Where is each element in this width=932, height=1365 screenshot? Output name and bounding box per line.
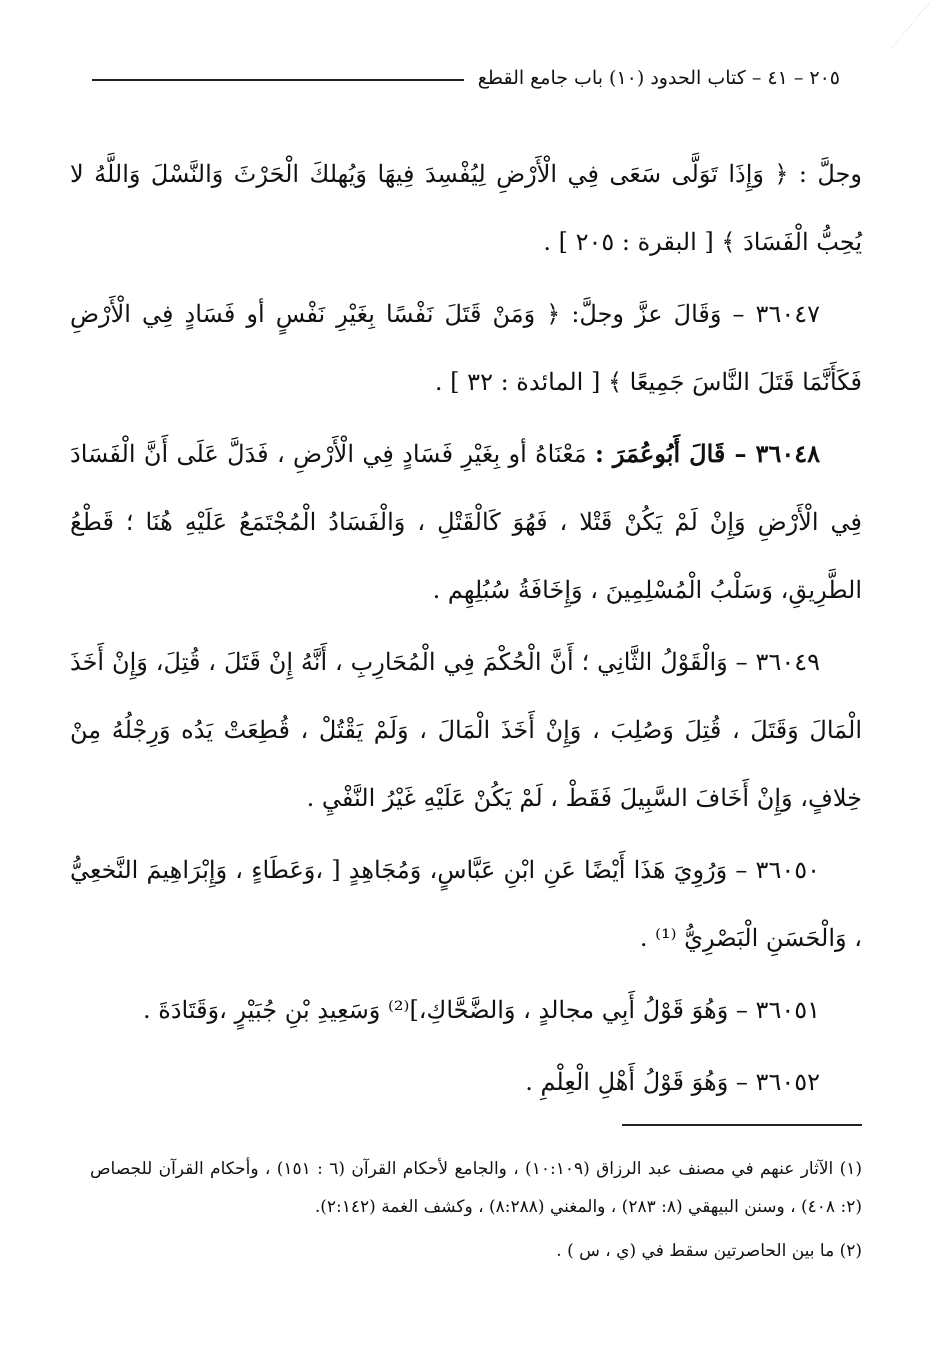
paragraph-36048-text: مَعْنَاهُ أو بِغَيْرِ فَسَادٍ فِي الْأَرْضِ ، فَدَلَّ عَلَى أَنَّ الْفَسَادَ فِي الْأَرْضِ وَإِنْ لَمْ يَكُنْ قَتْلا ، فَهُوَ كَالْقَتْلِ ، وَالْفَسَادُ الْمُجْتَمَعُ عَلَيْهِ هُنَا ؛ قَطْعُ الطَّرِيقِ، وَسَلْبُ الْمُسْلِمِينَ ، وَإِخَافَةُ سُبُلِهِم .: [70, 440, 862, 604]
footnotes: [90, 1150, 862, 1276]
footnote-2: (٢) ما بين الحاصرتين سقط في (ي ، س ) .: [556, 1241, 862, 1261]
corner-scan-mark: [852, 0, 932, 50]
running-header: [92, 60, 840, 96]
paragraph-36048: [70, 420, 862, 624]
footnote-rule: [622, 1124, 862, 1126]
paragraph-36047: ٣٦٠٤٧ – وَقَالَ عزَّ وجلَّ: ﴿ وَمَنْ قَتَلَ نَفْسًا بِغَيْرِ نَفْسٍ أو فَسَادٍ فِي الْأَرْضِ فَكَأَنَّمَا قَتَلَ النَّاسَ جَمِيعًا ﴾ [ المائدة : ٣٢ ] .: [70, 300, 862, 396]
header-title: ٢٠٥ – ٤١ – كتاب الحدود (١٠) باب جامع القطع: [477, 67, 840, 89]
paragraph-36049: ٣٦٠٤٩ – وَالْقَوْلُ الثَّانِي ؛ أَنَّ الْحُكْمَ فِي الْمُحَارِبِ ، أَنَّهُ إِنْ قَتَلَ ، قُتِلَ، وَإِنْ أَخَذَ الْمَالَ وَقَتَلَ ، قُتِلَ وَصُلِبَ ، وَإِنْ أَخَذَ الْمَالَ ، وَلَمْ يَقْتُلْ ، قُطِعَتْ يَدُه وَرِجْلُهُ مِنْ خِلافٍ، وَإِنْ أَخَافَ السَّبِيلَ فَقَطْ ، لَمْ يَكُنْ عَلَيْهِ غَيْرُ النَّفْيِ .: [70, 648, 862, 812]
header-rule: [92, 79, 464, 81]
paragraph-36052: ٣٦٠٥٢ – وَهُوَ قَوْلُ أَهْلِ الْعِلْمِ .: [525, 1068, 820, 1096]
body-text: [70, 140, 862, 1120]
paragraph-36051: ٣٦٠٥١ – وَهُوَ قَوْلُ أَبِي مجالدٍ ، وَالضَّحَّاكِ،]⁽²⁾ وَسَعِيدِ بْنِ جُبَيْرٍ ،وَقَتَادَةَ .: [143, 996, 820, 1024]
paragraph-1: وجلَّ : ﴿ وَإِذَا تَوَلَّى سَعَى فِي الْأَرْضِ لِيُفْسِدَ فِيهَا وَيُهلكَ الْحَرْثَ وَالنَّسْلَ وَاللَّهُ لا يُحِبُّ الْفَسَادَ ﴾ [ البقرة : ٢٠٥ ] .: [70, 160, 862, 256]
paragraph-36048-lead: ٣٦٠٤٨ – قَالَ أَبُوعُمَرَ :: [595, 439, 820, 468]
footnote-1: (١) الآثار عنهم في مصنف عبد الرزاق (١٠:١٠٩) ، والجامع لأحكام القرآن (٦ : ١٥١) ، وأحكام القرآن للجصاص (٢: ٤٠٨) ، وسنن البيهقي (٨: ٢٨٣) ، والمغني (٨:٢٨٨) ، وكشف الغمة (٢:١٤٢).: [90, 1159, 863, 1217]
paragraph-36050: ٣٦٠٥٠ – وَرُوِيَ هَذَا أَيْضًا عَنِ ابْنِ عَبَّاسٍ، وَمُجَاهِدٍ [ ،وَعَطَاءٍ ، وَإِبْرَاهِيمَ النَّخعِيُّ ، وَالْحَسَنِ الْبَصْرِيُّ ⁽¹⁾ .: [70, 856, 862, 952]
